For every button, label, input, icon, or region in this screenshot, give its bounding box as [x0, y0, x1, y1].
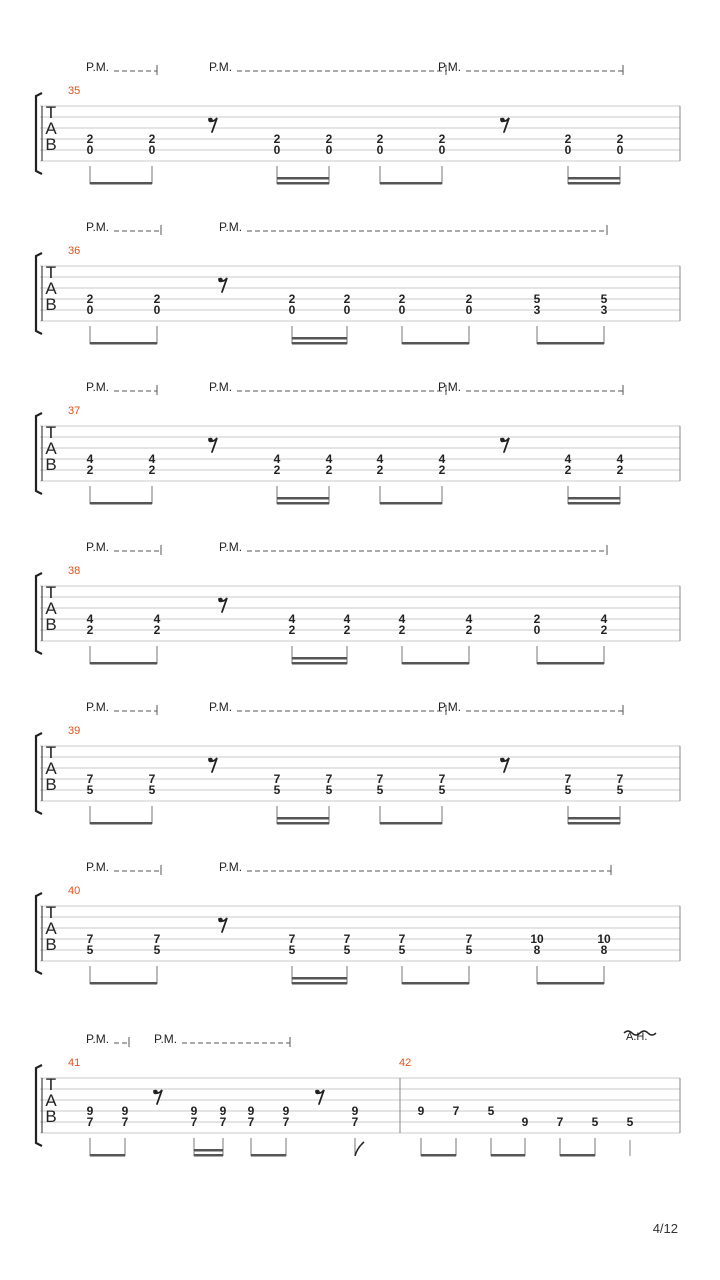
beam-secondary [568, 497, 620, 500]
beam-secondary [194, 1149, 223, 1152]
palm-mute-label: P.M. [86, 700, 110, 714]
fret-number: 5 [626, 1115, 634, 1129]
fret-number: 4 [153, 612, 161, 626]
tab-clef-letter: A [45, 919, 57, 938]
fret-number: 7 [273, 772, 281, 786]
tab-clef-letter: T [45, 103, 57, 122]
fret-number: 0 [465, 303, 473, 317]
beam-secondary [277, 497, 329, 500]
fret-number: 9 [417, 1104, 425, 1118]
fret-number: 3 [533, 303, 541, 317]
fret-number: 2 [376, 132, 384, 146]
eighth-rest-dot [218, 598, 223, 603]
fret-number: 4 [273, 452, 281, 466]
fret-number: 7 [351, 1115, 359, 1129]
beam [380, 502, 442, 505]
palm-mute-label: P.M. [209, 700, 233, 714]
fret-number: 4 [600, 612, 608, 626]
system-bracket [36, 1065, 42, 1146]
fret-number: 2 [533, 612, 541, 626]
fret-number: 7 [190, 1115, 198, 1129]
fret-number: 4 [288, 612, 296, 626]
tab-clef-letter: B [45, 615, 57, 634]
fret-number: 0 [564, 143, 572, 157]
fret-number: 7 [564, 772, 572, 786]
fret-number: 2 [376, 463, 384, 477]
fret-number: 7 [616, 772, 624, 786]
beam [292, 342, 347, 345]
fret-number: 2 [288, 292, 296, 306]
beam [537, 342, 604, 345]
fret-number: 2 [465, 623, 473, 637]
eighth-rest-dot [208, 758, 213, 763]
fret-number: 10 [530, 932, 544, 946]
eighth-rest-dot [208, 118, 213, 123]
fret-number: 5 [616, 783, 624, 797]
measure-number: 40 [68, 885, 81, 897]
fret-number: 0 [533, 623, 541, 637]
system-bracket [36, 573, 42, 654]
eighth-rest-dot [218, 918, 223, 923]
beam [90, 182, 152, 185]
beam [90, 662, 157, 665]
fret-number: 7 [465, 932, 473, 946]
tab-clef-letter: A [45, 119, 57, 138]
beam [402, 342, 469, 345]
beam [277, 822, 329, 825]
fret-number: 5 [343, 943, 351, 957]
fret-number: 7 [376, 772, 384, 786]
beam [90, 502, 152, 505]
fret-number: 2 [398, 292, 406, 306]
note-flag [355, 1142, 364, 1156]
fret-number: 7 [121, 1115, 129, 1129]
tab-clef-letter: B [45, 1107, 57, 1126]
fret-number: 9 [219, 1104, 227, 1118]
fret-number: 2 [288, 623, 296, 637]
fret-number: 7 [452, 1104, 460, 1118]
beam-secondary [292, 657, 347, 660]
tab-clef-letter: B [45, 935, 57, 954]
fret-number: 2 [273, 463, 281, 477]
tab-clef-letter: B [45, 455, 57, 474]
beam [568, 502, 620, 505]
measure-number: 36 [68, 245, 81, 257]
tab-clef-letter: B [45, 775, 57, 794]
beam [380, 182, 442, 185]
fret-number: 5 [564, 783, 572, 797]
fret-number: 4 [148, 452, 156, 466]
fret-number: 4 [86, 452, 94, 466]
fret-number: 5 [376, 783, 384, 797]
fret-number: 7 [247, 1115, 255, 1129]
fret-number: 4 [86, 612, 94, 626]
beam [560, 1154, 595, 1157]
tab-clef-letter: A [45, 279, 57, 298]
fret-number: 7 [148, 772, 156, 786]
beam [537, 982, 604, 985]
fret-number: 5 [148, 783, 156, 797]
beam-secondary [292, 337, 347, 340]
fret-number: 2 [398, 623, 406, 637]
beam [537, 662, 604, 665]
fret-number: 7 [86, 1115, 94, 1129]
fret-number: 9 [121, 1104, 129, 1118]
tab-clef-letter: T [45, 1075, 57, 1094]
tab-clef-letter: B [45, 135, 57, 154]
palm-mute-label: P.M. [86, 60, 110, 74]
fret-number: 4 [398, 612, 406, 626]
fret-number: 7 [398, 932, 406, 946]
palm-mute-label: P.M. [86, 540, 110, 554]
fret-number: 2 [153, 292, 161, 306]
fret-number: 0 [398, 303, 406, 317]
fret-number: 7 [86, 772, 94, 786]
fret-number: 4 [465, 612, 473, 626]
eighth-rest-dot [208, 438, 213, 443]
fret-number: 7 [282, 1115, 290, 1129]
tab-clef-letter: T [45, 423, 57, 442]
palm-mute-label: P.M. [86, 380, 110, 394]
fret-number: 2 [325, 132, 333, 146]
beam [292, 662, 347, 665]
system-bracket [36, 93, 42, 174]
measure-number: 41 [68, 1057, 81, 1069]
fret-number: 7 [343, 932, 351, 946]
tab-clef-letter: T [45, 263, 57, 282]
tab-clef-letter: B [45, 295, 57, 314]
fret-number: 5 [591, 1115, 599, 1129]
palm-mute-label: P.M. [86, 1032, 110, 1046]
fret-number: 9 [86, 1104, 94, 1118]
beam [402, 662, 469, 665]
fret-number: 2 [86, 623, 94, 637]
palm-mute-label: P.M. [209, 380, 233, 394]
fret-number: 0 [343, 303, 351, 317]
fret-number: 9 [351, 1104, 359, 1118]
fret-number: 0 [376, 143, 384, 157]
measure-number: 39 [68, 725, 81, 737]
fret-number: 7 [438, 772, 446, 786]
fret-number: 0 [288, 303, 296, 317]
system-bracket [36, 893, 42, 974]
beam-secondary [277, 817, 329, 820]
fret-number: 7 [153, 932, 161, 946]
system-bracket [36, 253, 42, 334]
fret-number: 2 [86, 463, 94, 477]
system-bracket [36, 413, 42, 494]
beam [277, 502, 329, 505]
fret-number: 7 [556, 1115, 564, 1129]
fret-number: 10 [597, 932, 611, 946]
fret-number: 7 [86, 932, 94, 946]
fret-number: 2 [564, 132, 572, 146]
fret-number: 2 [438, 132, 446, 146]
fret-number: 2 [465, 292, 473, 306]
fret-number: 0 [148, 143, 156, 157]
palm-mute-label: P.M. [438, 380, 462, 394]
fret-number: 0 [273, 143, 281, 157]
page-number: 4/12 [652, 1221, 678, 1236]
eighth-rest-dot [315, 1090, 320, 1095]
beam [380, 822, 442, 825]
fret-number: 7 [288, 932, 296, 946]
eighth-rest-dot [153, 1090, 158, 1095]
measure-number: 38 [68, 565, 81, 577]
fret-number: 4 [376, 452, 384, 466]
palm-mute-label: P.M. [438, 60, 462, 74]
fret-number: 5 [487, 1104, 495, 1118]
tab-clef-letter: A [45, 759, 57, 778]
fret-number: 2 [343, 623, 351, 637]
tab-clef-letter: A [45, 439, 57, 458]
beam [491, 1154, 525, 1157]
fret-number: 5 [398, 943, 406, 957]
fret-number: 4 [564, 452, 572, 466]
beam-secondary [277, 177, 329, 180]
beam [292, 982, 347, 985]
fret-number: 5 [153, 943, 161, 957]
fret-number: 9 [282, 1104, 290, 1118]
fret-number: 3 [600, 303, 608, 317]
palm-mute-label: P.M. [219, 540, 243, 554]
fret-number: 4 [438, 452, 446, 466]
fret-number: 2 [273, 132, 281, 146]
fret-number: 0 [438, 143, 446, 157]
measure-number: 37 [68, 405, 81, 417]
beam [421, 1154, 456, 1157]
fret-number: 5 [273, 783, 281, 797]
fret-number: 2 [616, 463, 624, 477]
fret-number: 5 [438, 783, 446, 797]
palm-mute-label: P.M. [438, 700, 462, 714]
fret-number: 2 [600, 623, 608, 637]
fret-number: 8 [533, 943, 541, 957]
eighth-rest-dot [500, 758, 505, 763]
fret-number: 5 [86, 943, 94, 957]
beam [568, 822, 620, 825]
tab-clef-letter: T [45, 903, 57, 922]
palm-mute-label: P.M. [209, 60, 233, 74]
eighth-rest-dot [218, 278, 223, 283]
beam [251, 1154, 286, 1157]
fret-number: 5 [325, 783, 333, 797]
fret-number: 4 [616, 452, 624, 466]
palm-mute-label: P.M. [154, 1032, 178, 1046]
fret-number: 5 [533, 292, 541, 306]
fret-number: 5 [600, 292, 608, 306]
fret-number: 9 [190, 1104, 198, 1118]
beam [90, 342, 157, 345]
fret-number: 4 [325, 452, 333, 466]
beam [568, 182, 620, 185]
measure-number: 42 [399, 1057, 412, 1069]
fret-number: 2 [86, 132, 94, 146]
palm-mute-label: P.M. [219, 220, 243, 234]
fret-number: 0 [325, 143, 333, 157]
fret-number: 0 [86, 143, 94, 157]
tab-clef-letter: T [45, 583, 57, 602]
eighth-rest-dot [500, 438, 505, 443]
eighth-rest-dot [500, 118, 505, 123]
fret-number: 2 [148, 132, 156, 146]
beam [90, 982, 157, 985]
fret-number: 0 [86, 303, 94, 317]
harmonic-label: A.H. [626, 1031, 648, 1043]
tab-clef-letter: T [45, 743, 57, 762]
tab-clef-letter: A [45, 1091, 57, 1110]
fret-number: 5 [465, 943, 473, 957]
fret-number: 4 [343, 612, 351, 626]
beam [194, 1154, 223, 1157]
system-bracket [36, 733, 42, 814]
fret-number: 0 [616, 143, 624, 157]
beam-secondary [568, 817, 620, 820]
fret-number: 9 [247, 1104, 255, 1118]
beam [402, 982, 469, 985]
fret-number: 5 [288, 943, 296, 957]
palm-mute-label: P.M. [86, 220, 110, 234]
fret-number: 2 [616, 132, 624, 146]
beam [90, 822, 152, 825]
fret-number: 5 [86, 783, 94, 797]
fret-number: 2 [86, 292, 94, 306]
beam-secondary [568, 177, 620, 180]
palm-mute-label: P.M. [86, 860, 110, 874]
fret-number: 7 [325, 772, 333, 786]
fret-number: 2 [153, 623, 161, 637]
measure-number: 35 [68, 85, 81, 97]
beam [277, 182, 329, 185]
fret-number: 2 [343, 292, 351, 306]
fret-number: 2 [438, 463, 446, 477]
fret-number: 9 [521, 1115, 529, 1129]
fret-number: 7 [219, 1115, 227, 1129]
fret-number: 2 [564, 463, 572, 477]
beam [90, 1154, 125, 1157]
fret-number: 2 [325, 463, 333, 477]
beam-secondary [292, 977, 347, 980]
fret-number: 0 [153, 303, 161, 317]
palm-mute-label: P.M. [219, 860, 243, 874]
fret-number: 2 [148, 463, 156, 477]
fret-number: 8 [600, 943, 608, 957]
tab-clef-letter: A [45, 599, 57, 618]
